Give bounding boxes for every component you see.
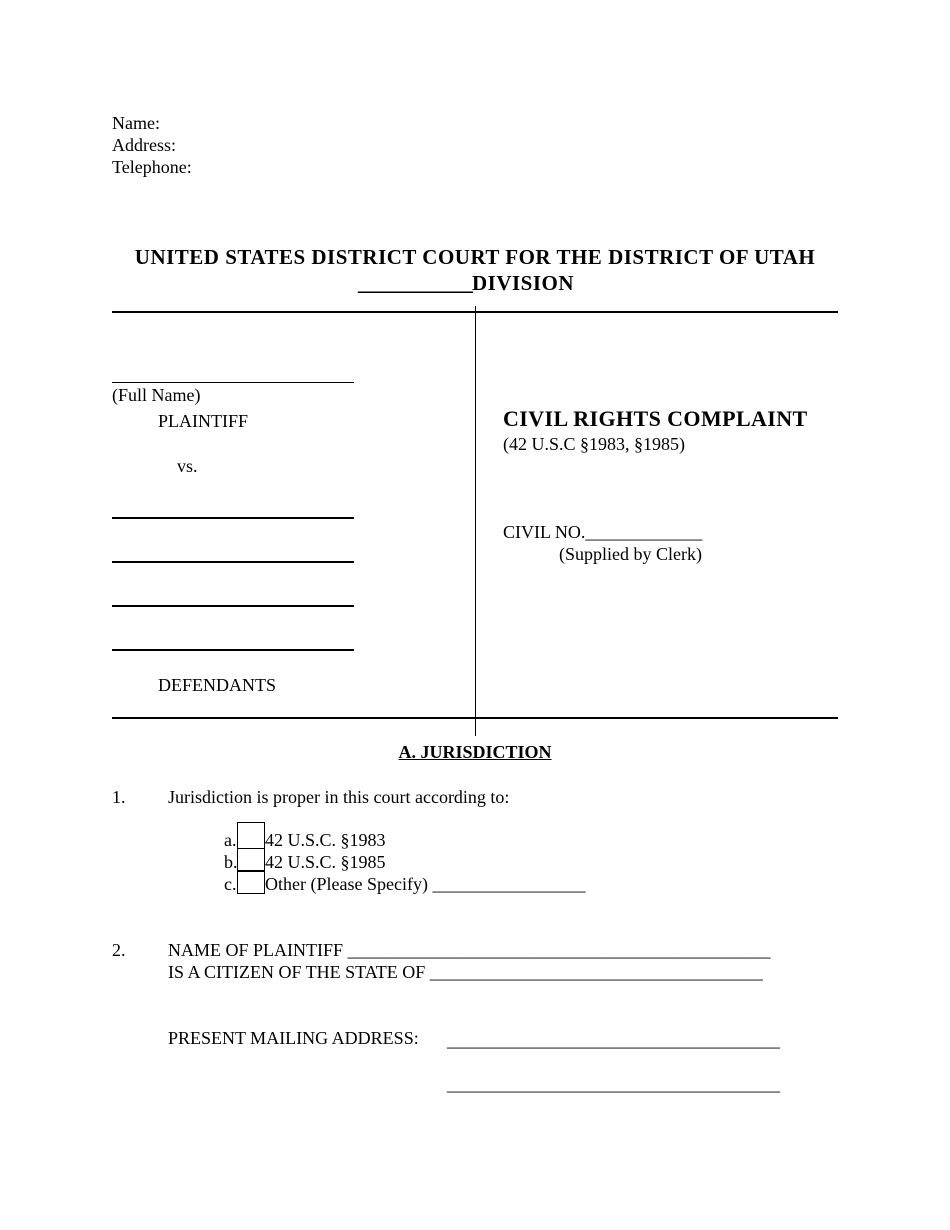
item-1-text: Jurisdiction is proper in this court according to: — [168, 787, 510, 807]
caption-center-rule — [475, 306, 476, 736]
complaint-statutes: (42 U.S.C §1983, §1985) — [503, 434, 686, 454]
defendant-line-3[interactable] — [112, 605, 354, 607]
civil-no-label: CIVIL NO. — [503, 522, 586, 542]
defendant-line-1[interactable] — [112, 517, 354, 519]
supplied-by-clerk: (Supplied by Clerk) — [559, 544, 702, 564]
section-jurisdiction-title: A. JURISDICTION — [398, 742, 552, 762]
option-b-checkbox[interactable] — [237, 849, 265, 871]
telephone-label: Telephone: — [112, 157, 192, 177]
civil-no-blank[interactable]: _____________ — [585, 522, 703, 542]
mailing-address-line-1[interactable]: _____________________________________ — [447, 1030, 780, 1050]
defendants-label: DEFENDANTS — [158, 675, 277, 695]
division-heading — [358, 271, 574, 296]
division-label: DIVISION — [472, 271, 575, 295]
vs-label: vs. — [177, 456, 198, 476]
option-a-letter: a. — [224, 830, 237, 850]
option-c-checkbox[interactable] — [237, 871, 265, 894]
mailing-address-label: PRESENT MAILING ADDRESS: — [168, 1028, 419, 1048]
complaint-title: CIVIL RIGHTS COMPLAINT — [503, 406, 808, 431]
option-c-letter: c. — [224, 874, 237, 894]
option-b-label: 42 U.S.C. §1985 — [265, 852, 386, 872]
option-a-checkbox[interactable] — [237, 822, 265, 849]
plaintiff-name-line[interactable] — [112, 382, 354, 383]
court-title: UNITED STATES DISTRICT COURT FOR THE DISTRICT OF UTAH — [134, 245, 816, 269]
address-label: Address: — [112, 135, 176, 155]
item-1-number: 1. — [112, 787, 126, 807]
civil-no — [503, 521, 702, 543]
option-c-label[interactable]: Other (Please Specify) _________________ — [265, 874, 586, 894]
defendant-line-4[interactable] — [112, 649, 354, 651]
plaintiff-label: PLAINTIFF — [158, 411, 249, 431]
option-a-label: 42 U.S.C. §1983 — [265, 830, 386, 850]
mailing-address-line-2[interactable]: _____________________________________ — [447, 1074, 780, 1094]
caption-bottom-rule — [112, 717, 838, 719]
item-2-number: 2. — [112, 940, 126, 960]
plaintiff-name-field[interactable]: NAME OF PLAINTIFF _______________________________________________ — [168, 940, 771, 960]
division-blank[interactable]: ____________ — [358, 271, 472, 295]
defendant-line-2[interactable] — [112, 561, 354, 563]
full-name-label: (Full Name) — [112, 385, 201, 405]
citizen-state-field[interactable]: IS A CITIZEN OF THE STATE OF _____________________________________ — [168, 962, 763, 982]
name-label: Name: — [112, 113, 160, 133]
option-b-letter: b. — [224, 852, 238, 872]
